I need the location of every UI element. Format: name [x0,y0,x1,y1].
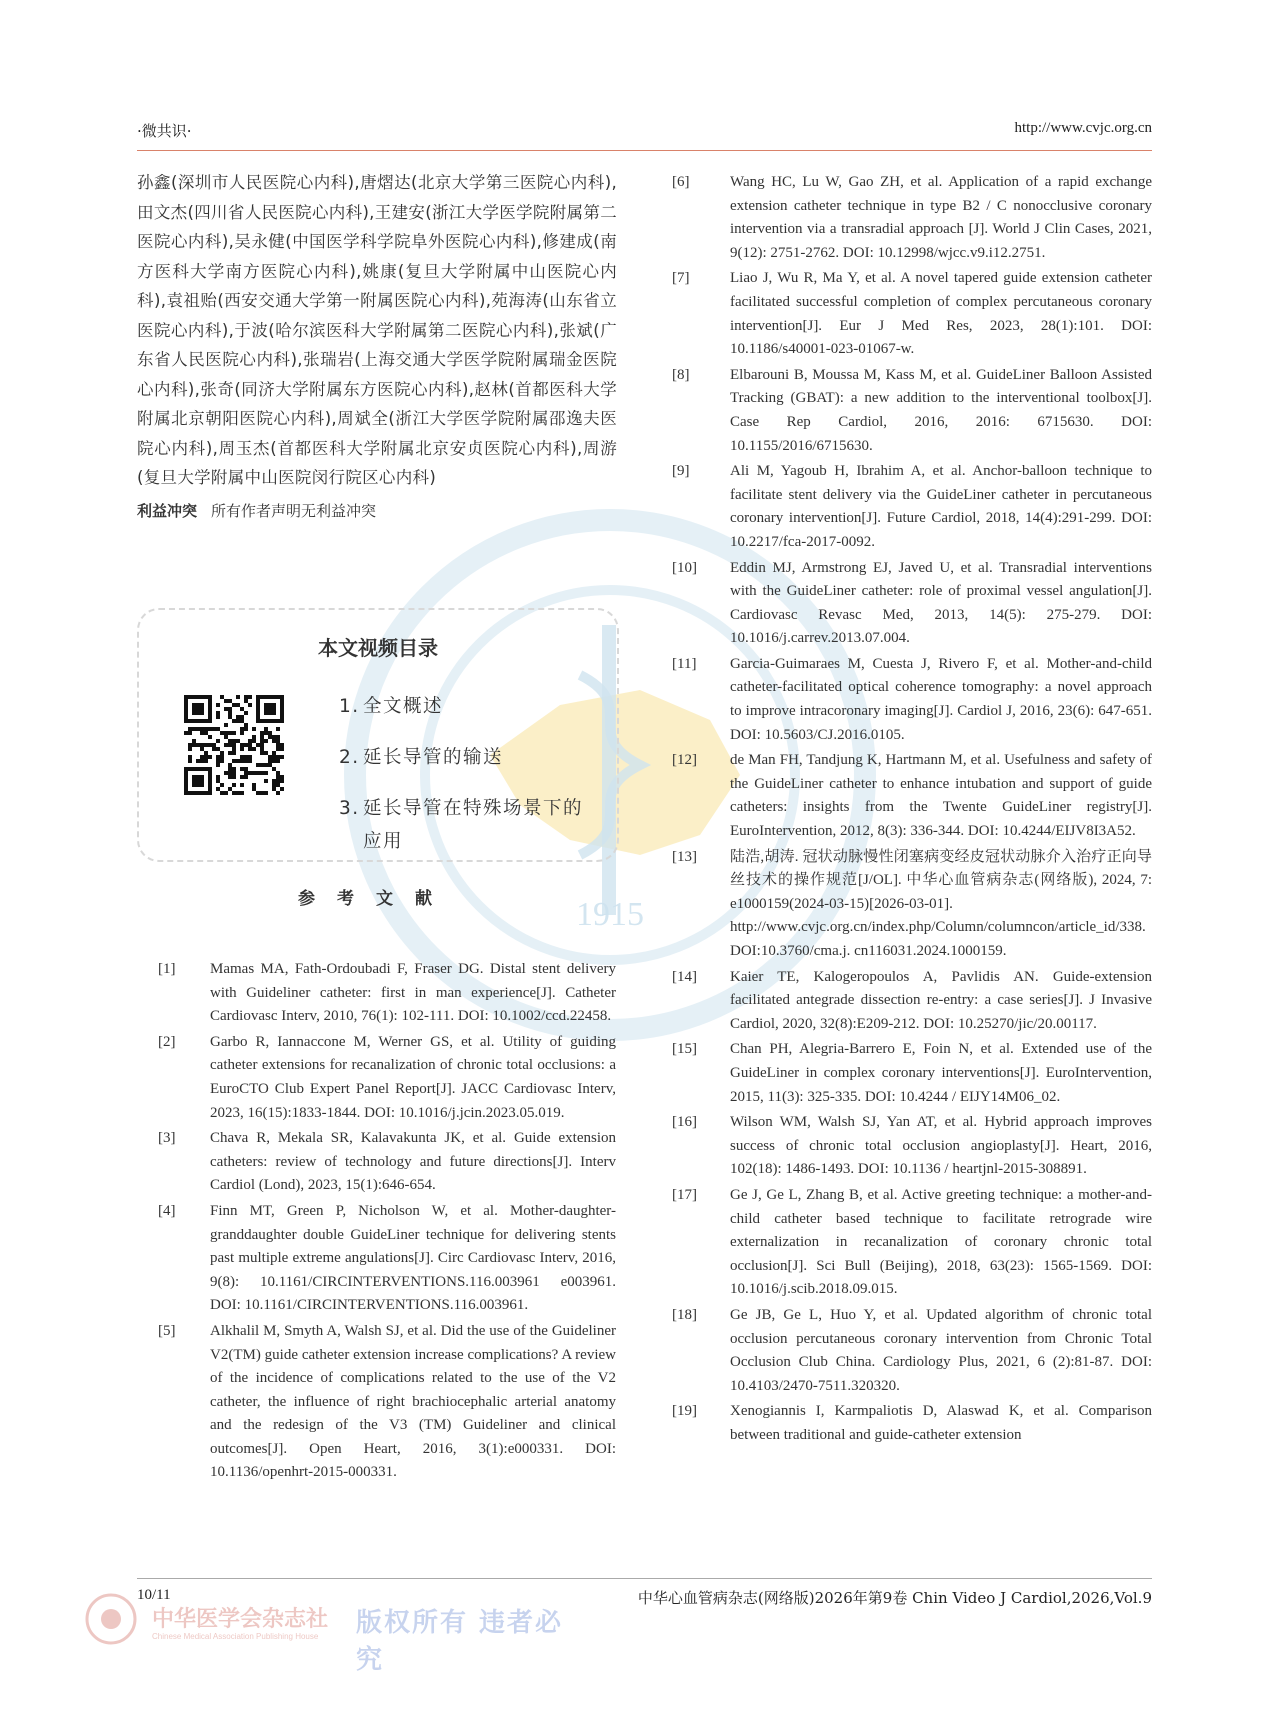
reference-item: [19] Xenogiannis I, Karmpaliotis D, Alaswad K, et al. Comparison between traditional and guide-catheter extension [672,1403,1152,1443]
video-directory-box [137,608,619,862]
reference-item: [13] 陆浩,胡涛. 冠状动脉慢性闭塞病变经皮冠状动脉介入治疗正向导丝技术的操作规范[J/OL]. 中华心血管病杂志(网络版), 2024, 7: e1000159(2024-03-15)[2026-03-01]. http://www.cvjc.org.cn/index.php/Column/columncon/article_id/338. DOI:10.3760/cma.j. cn116031.2024.1000159. [672,848,1152,959]
journal-url[interactable]: http://www.cvjc.org.cn [1014,120,1152,136]
reference-item: [4] Finn MT, Green P, Nicholson W, et al. Mother-daughter-granddaughter double GuideLiner technique for delivering stents past multiple extreme angulations[J]. Circ Cardiovasc Interv, 2016, 9(8): 10.1161/CIRCINTERVENTIONS.116.003961 e003961. DOI: 10.1161/CIRCINTERVENTIONS.116.003961. [158,1202,616,1314]
conflict-statement [137,500,617,521]
reference-item: [3] Chava R, Mekala SR, Kalavakunta JK, et al. Guide extension catheters: review of technology and future directions[J]. Interv Cardiol (Lond), 2023, 15(1):646-654. [158,1130,616,1194]
svg-text:1915: 1915 [576,896,644,933]
publisher-name-en: Chinese Medical Association Publishing House [152,1632,319,1641]
publisher-emblem-icon [84,1592,138,1646]
copyright-notice: 版权所有 违者必究 [356,1608,564,1675]
publisher-name: 中华医学会杂志社 [152,1607,329,1632]
video-list [339,690,589,876]
references-left [158,958,616,1487]
reference-item: [15] Chan PH, Alegria-Barrero E, Foin N, et al. Extended use of the GuideLiner in complex coronary interventions[J]. EuroIntervention, 2015, 11(3): 325-335. DOI: 10.4244 / EIJY14M06_02. [672,1041,1152,1105]
journal-citation: 中华心血管病杂志(网络版)2026年第9卷 Chin Video J Cardiol,2026,Vol.9 [637,1589,1152,1607]
reference-item: [6] Wang HC, Lu W, Gao ZH, et al. Application of a rapid exchange extension catheter technique in type B2 / C nonocclusive coronary intervention via a transradial approach [J]. World J Clin Cases, 2021, 9(12): 2751-2762. DOI: 10.12998/wjcc.v9.i12.2751. [672,174,1152,261]
reference-item: [7] Liao J, Wu R, Ma Y, et al. A novel tapered guide extension catheter facilitated successful completion of complex percutaneous coronary intervention[J]. Eur J Med Res, 2023, 28(1):101. DOI: 10.1186/s40001-023-01067-w. [672,270,1152,358]
video-item[interactable]: 3. 延长导管在特殊场景下的应用 [339,798,584,852]
reference-item: [5] Alkhalil M, Smyth A, Walsh SJ, et al. Did the use of the Guideliner V2(TM) guide catheter extension increase complications? A review of the incidence of complications related to the use of the V2 catheter, the influence of right brachiocephalic arterial anatomy and the redesign of the V3 (TM) Guideliner and clinical outcomes[J]. Open Heart, 2016, 3(1):e000331. DOI: 10.1136/openhrt-2015-000331. [158,1322,616,1481]
reference-item: [2] Garbo R, Iannaccone M, Werner GS, et al. Utility of guiding catheter extensions for recanalization of chronic total occlusions: a EuroCTO Club Expert Panel Report[J]. JACC Cardiovasc Interv, 2023, 16(15):1833-1844. DOI: 10.1016/j.jcin.2023.05.019. [158,1033,616,1121]
page-number: 10/11 [137,1587,171,1603]
reference-item: [16] Wilson WM, Walsh SJ, Yan AT, et al. Hybrid approach improves success of chronic total occlusion angioplasty[J]. Heart, 2016, 102(18): 1486-1493. DOI: 10.1136 / heartjnl-2015-308891. [672,1114,1152,1178]
references-heading: 参考文献 [298,889,454,909]
conflict-label: 利益冲突 [137,501,198,520]
reference-item: [8] Elbarouni B, Moussa M, Kass M, et al. GuideLiner Balloon Assisted Tracking (GBAT): a new addition to the interventional toolbox[J]. Case Rep Cardiol, 2016, 2016: 6715630. DOI: 10.1155/2016/6715630. [672,366,1152,454]
reference-item: [1] Mamas MA, Fath-Ordoubadi F, Fraser DG. Distal stent delivery with Guideliner catheter: first in man experience[J]. Catheter Cardiovasc Interv, 2010, 76(1): 102-111. DOI: 10.1002/ccd.22458. [158,961,616,1025]
publisher-logo [84,1592,574,1675]
reference-item: [10] Eddin MJ, Armstrong EJ, Javed U, et al. Transradial interventions with the GuideLiner catheter: role of proximal vessel angulation[J]. Cardiovasc Revasc Med, 2013, 14(5): 275-279. DOI: 10.1016/j.carrev.2013.07.004. [672,559,1152,647]
conflict-text: 所有作者声明无利益冲突 [211,501,377,520]
reference-item: [17] Ge J, Ge L, Zhang B, et al. Active greeting technique: a mother-and-child catheter based technique to facilitate retrograde wire externalization in recanalization of coronary chronic total occlusion[J]. Sci Bull (Beijing), 2018, 63(23): 1565-1569. DOI: 10.1016/j.scib.2018.09.015. [672,1186,1152,1298]
reference-item: [12] de Man FH, Tandjung K, Hartmann M, et al. Usefulness and safety of the GuideLiner catheter to enhance intubation and support of guide catheters: insights from the Twente GuideLiner registry[J]. EuroIntervention, 2012, 8(3): 336-344. DOI: 10.4244/EIJV8I3A52. [672,752,1152,840]
section-label: ·微共识· [137,122,192,140]
reference-item: [14] Kaier TE, Kalogeropoulos A, Pavlidis AN. Guide-extension facilitated antegrade dissection re-entry: a case series[J]. J Invasive Cardiol, 2020, 32(8):E209-212. DOI: 10.25270/jic/20.00117. [672,968,1152,1032]
qr-code-icon[interactable] [184,695,284,795]
reference-item: [11] Garcia-Guimaraes M, Cuesta J, Rivero F, et al. Mother-and-child catheter-facilitated optical coherence tomography: a novel approach to improve intracoronary imaging[J]. Cardiol J, 2016, 23(6): 647-651. DOI: 10.5603/CJ.2016.0105. [672,655,1152,743]
video-item[interactable]: 1. 全文概述 [339,696,444,717]
page-header [137,116,1152,151]
reference-item: [9] Ali M, Yagoub H, Ibrahim A, et al. Anchor-balloon technique to facilitate stent delivery via the GuideLiner catheter in percutaneous coronary intervention[J]. Future Cardiol, 2018, 14(4):291-299. DOI: 10.2217/fca-2017-0092. [672,463,1152,550]
video-item[interactable]: 2. 延长导管的输送 [339,747,504,768]
reference-item: [18] Ge JB, Ge L, Huo Y, et al. Updated algorithm of chronic total occlusion percutaneous coronary intervention from Chronic Total Occlusion Club China. Cardiology Plus, 2021, 6 (2):81-87. DOI: 10.4103/2470-7511.320320. [672,1306,1152,1394]
video-directory-title: 本文视频目录 [318,636,438,660]
references-right [672,171,1152,1449]
authors-paragraph: 孙鑫(深圳市人民医院心内科),唐熠达(北京大学第三医院心内科),田文杰(四川省人民医院心内科),王建安(浙江大学医学院附属第二医院心内科),吴永健(中国医学科学院阜外医院心内科),修建成(南方医科大学南方医院心内科),姚康(复旦大学附属中山医院心内科),袁祖贻(西安交通大学第一附属医院心内科),苑海涛(山东省立医院心内科),于波(哈尔滨医科大学附属第二医院心内科),张斌(广东省人民医院心内科),张瑞岩(上海交通大学医学院附属瑞金医院心内科),张奇(同济大学附属东方医院心内科),赵林(首都医科大学附属北京朝阳医院心内科),周斌全(浙江大学医学院附属邵逸夫医院心内科),周玉杰(首都医科大学附属北京安贞医院心内科),周游(复旦大学附属中山医院闵行院区心内科) [137,173,617,487]
